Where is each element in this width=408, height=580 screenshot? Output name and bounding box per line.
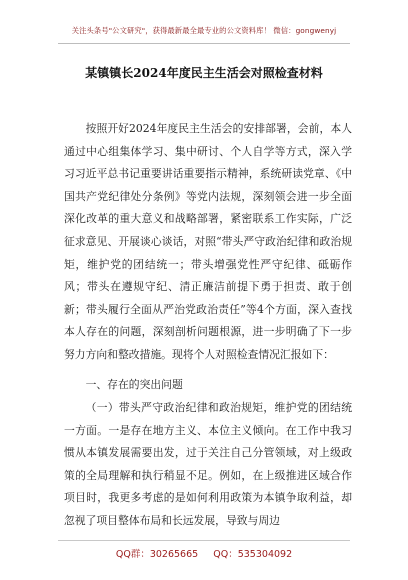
footer-banner: QQ群：30265665 QQ：535304092 [115,549,293,560]
section-heading-text: 一、存在的突出问题 [85,378,183,391]
header-divider [58,43,350,44]
intro-paragraph-text: 按照开好2024年度民主生活会的安排部署，会前，本人通过中心组集体学习、集中研讨、个人自学等方式，深入学习习近平总书记重要讲话重要指示精神，系统研读党章、《中国共产党纪律处分条例》等党内法规，深刻领会进一步全面深化改革的重大意义和战略部署，紧密联系工作实际，广泛征求意见、开展谈心谈话，对照“带头严守政治纪律和政治规矩，维护党的团结统一；带头增强党性严守纪律、砥砺作风；带头在遵规守纪、清正廉洁前提下勇于担责、敢于创新；带头履行全面从严治党政治责任”等4个方面，深入查找本人存在的问题，深刻剖析问题根源，进一步明确了下一步努力方向和整改措施。现将个人对照检查情况汇报如下： [64,122,352,361]
intro-paragraph [64,118,352,367]
section-paragraph [64,397,352,533]
document-title: 某镇镇长2024年度民主生活会对照检查材料 [85,66,323,80]
section-paragraph-text: （一）带头严守政治纪律和政治规矩，维护党的团结统一方面。一是存在地方主义、本位主义倾向。在工作中我习惯从本镇发展需要出发，过于关注自己分管领域，对上级政策的全局理解和执行稍显不足。例如，在上级推进区域合作项目时，我更多考虑的是如何利用政策为本镇争取利益，却忽视了项目整体布局和长远发展，导致与周边 [64,401,352,527]
header-banner: 关注头条号"公文研究"，获得最新最全最专业的公文资料库！ 微信：gongwenyj [71,26,337,35]
section-heading [64,374,352,397]
footer-divider [58,540,350,541]
